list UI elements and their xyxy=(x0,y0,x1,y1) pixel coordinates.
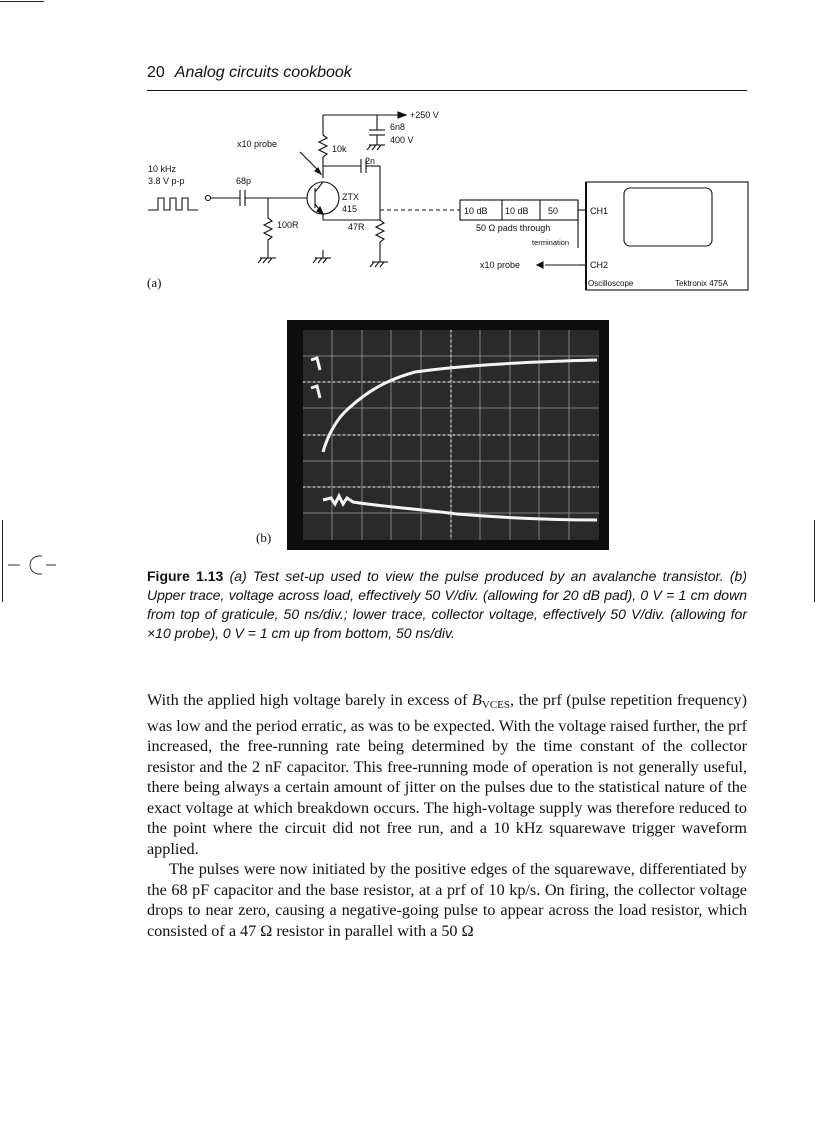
scope-model-label: Tektronix 475A xyxy=(675,279,728,288)
supply-label: +250 V xyxy=(410,110,439,120)
book-title: Analog circuits cookbook xyxy=(174,64,352,81)
r-10k-label: 10k xyxy=(332,144,347,154)
running-header xyxy=(147,64,747,82)
corner-crop-mark xyxy=(0,1,44,2)
right-margin-bar xyxy=(814,520,815,602)
transistor-number-label: 415 xyxy=(342,204,358,214)
scope-label: Oscilloscope xyxy=(588,279,634,288)
left-margin-bar xyxy=(2,520,3,602)
panel-a-label: (a) xyxy=(147,275,162,290)
pad-3-label: 50 xyxy=(548,206,559,216)
paragraph-text: , the prf (pulse repetition frequency) was low and the period erratic, as was to be expected. With the voltage raised further, the prf increased, the free-running rate being determined by the time constant of the collector resistor and the 2 nF capacitor. This free-running mode of operation is not generally useful, there being always a certain amount of jitter on the pulses due to the statistical nature of the exact voltage at which breakdown occurs. The high-voltage supply was therefore reduced to the point where the circuit did not free run, and a 10 kHz squarewave trigger waveform applied. xyxy=(147,691,747,858)
cap-400v-label: 400 V xyxy=(390,135,414,145)
ch1-label: CH1 xyxy=(590,206,609,216)
pad-2-label: 10 dB xyxy=(505,206,529,216)
body-text xyxy=(147,690,747,941)
panel-b-label: (b) xyxy=(256,530,272,545)
oscilloscope-photo xyxy=(287,320,609,550)
ch2-label: CH2 xyxy=(590,260,609,270)
math-subscript: VCES xyxy=(481,699,511,711)
page-number: 20 xyxy=(147,64,165,81)
caption-text: (a) Test set-up used to view the pulse produced by an avalanche transistor. (b) Upper trace, voltage across load, effectively 50 V/div. (allowing for 20 dB pad), 0 V = 1 cm down from top of graticule, 50 ns/div.; lower trace, collector voltage, effectively 50 V/div. (allowing for ×10 probe), 0 V = 1 cm up from bottom, 50 ns/div. xyxy=(147,568,747,641)
math-symbol: B xyxy=(472,691,482,709)
cap-6n8-label: 6n8 xyxy=(390,122,406,132)
header-rule xyxy=(147,90,747,91)
paragraph xyxy=(147,690,747,859)
pads-note-label: 50 Ω pads through xyxy=(476,223,551,233)
r-100r-label: 100R xyxy=(277,220,299,230)
input-amp-label: 3.8 V p-p xyxy=(148,176,185,186)
circuit-diagram xyxy=(140,100,755,295)
figure-caption xyxy=(147,567,747,643)
transistor-type-label: ZTX xyxy=(342,192,359,202)
paragraph-text: With the applied high voltage barely in excess of xyxy=(147,691,472,709)
probe-bottom-label: x10 probe xyxy=(480,260,521,270)
cap-2n-label: 2n xyxy=(365,156,376,166)
pad-1-label: 10 dB xyxy=(464,206,488,216)
termination-label: termination xyxy=(532,238,570,247)
r-47r-label: 47R xyxy=(348,222,365,232)
margin-crop-mark xyxy=(8,550,58,580)
input-freq-label: 10 kHz xyxy=(148,164,177,174)
paragraph: The pulses were now initiated by the positive edges of the squarewave, differentiated by the 68 pF capacitor and the base resistor, at a prf of 10 kp/s. On firing, the collector voltage drops to near zero, causing a negative-going pulse to appear across the load resistor, which consisted of a 47 Ω resistor in parallel with a 50 Ω xyxy=(147,860,747,940)
probe-top-label: x10 probe xyxy=(237,139,278,149)
figure-number: Figure 1.13 xyxy=(147,568,224,584)
cap-68p-label: 68p xyxy=(236,176,252,186)
